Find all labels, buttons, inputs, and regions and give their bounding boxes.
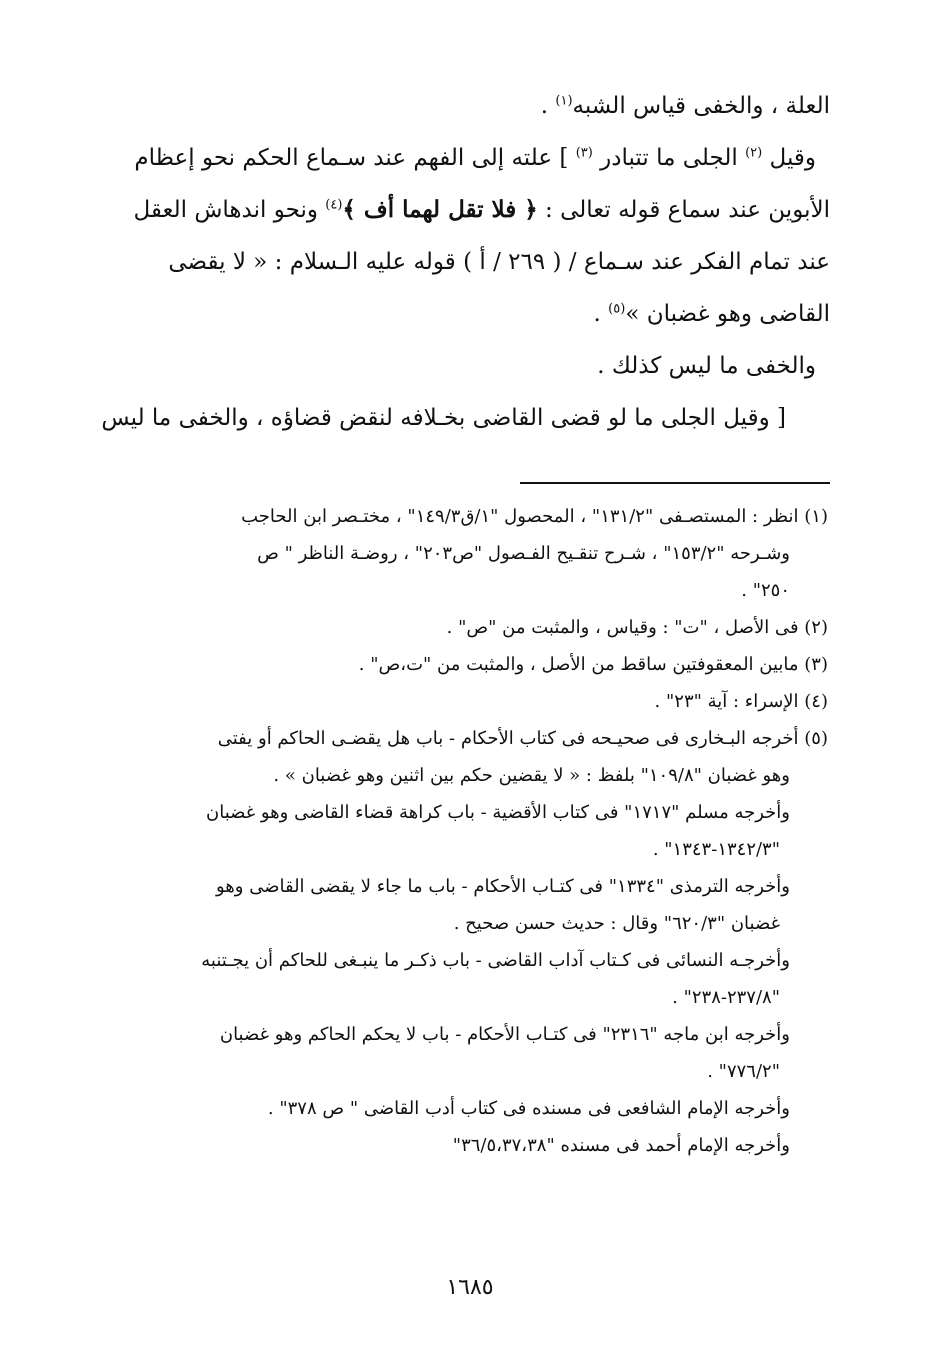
text-segment: العلة ، والخفى قياس الشبه <box>572 93 830 119</box>
text-segment: . <box>540 93 556 119</box>
footnote-line: وأخرجه الإمام أحمد فى مسنده "٣٦/٥،٣٧،٣٨" <box>452 1135 790 1156</box>
text-segment: القاضى وهو غضبان » <box>625 301 830 327</box>
footnote-line: وهو غضبان "١٠٩/٨" بلفظ : « لا يقضين حكم بين اثنين وهو غضبان » . <box>273 765 790 786</box>
footnote-separator <box>520 482 830 484</box>
quran-quote: ﴿ فلا تقل لهما أف ﴾ <box>342 196 538 223</box>
footnote-line: (٣) مابين المعقوفتين ساقط من الأصل ، والمثبت من "ت،ص" . <box>358 654 828 675</box>
footnote-ref-2: (٢) <box>745 145 763 161</box>
text-line-5 <box>100 288 830 340</box>
footnote-line: (٢) فى الأصل ، "ت" : وقياس ، والمثبت من "ص" . <box>446 617 828 638</box>
footnote-line: "٢٣٧/٨-٢٣٨" . <box>672 987 780 1008</box>
footnote-line: وأخرجه ابن ماجه "٢٣١٦" فى كتـاب الأحكام - باب لا يحكم الحاكم وهو غضبان <box>219 1024 790 1045</box>
footnote-line: (٥) أخرجه البـخارى فى صحيـحه فى كتاب الأحكام - باب هل يقضـى الحاكم أو يفتى <box>217 728 828 749</box>
footnote-line: وأخرجه مسلم "١٧١٧" فى كتاب الأقضية - باب كراهة قضاء القاضى وهو غضبان <box>206 802 790 823</box>
text-line-7: [ وقيل الجلى ما لو قضى القاضى بخـلافه لنقض قضاؤه ، والخفى ما ليس <box>101 405 786 431</box>
footnote-ref-4: (٤) <box>325 197 343 213</box>
footnote-line: (١) انظر : المستصـفى "١٣١/٢" ، المحصول "١/ق١٤٩/٣" ، مختـصر ابن الحاجب <box>241 506 828 527</box>
footnote-line: وأخرجـه النسائى فى كـتاب آداب القاضى - باب ذكـر ما ينبـغى للحاكم أن يجـتنبه <box>201 950 790 971</box>
text-segment: وقيل <box>762 145 816 171</box>
text-line-3 <box>100 184 830 236</box>
text-line-4: عند تمام الفكر عند سـماع / ( ٢٦٩ / أ ) قوله عليه الـسلام : « لا يقضى <box>168 249 830 275</box>
text-segment: الأبوين عند سماع قوله تعالى : <box>537 197 830 223</box>
footnotes <box>100 498 828 1164</box>
footnote-line: غضبان "٦٢٠/٣" وقال : حديث حسن صحيح . <box>453 913 780 934</box>
footnote-ref-1: (١) <box>555 93 573 109</box>
footnote-line: (٤) الإسراء : آية "٢٣" . <box>654 691 828 712</box>
footnote-ref-5: (٥) <box>608 301 626 317</box>
text-segment: ونحو اندهاش العقل <box>133 197 326 223</box>
footnote-line: ٢٥٠" . <box>741 580 790 601</box>
footnote-line: وأخرجه الإمام الشافعى فى مسنده فى كتاب أدب القاضى " ص ٣٧٨" . <box>267 1098 790 1119</box>
text-line-2 <box>100 132 830 184</box>
text-line-6: والخفى ما ليس كذلك . <box>597 353 816 379</box>
footnote-line: "١٣٤٢/٣-١٣٤٣" . <box>652 839 780 860</box>
text-segment: ] علته إلى الفهم عند سـماع الحكم نحو إعظام <box>134 145 576 171</box>
text-segment: الجلى ما تتبادر <box>592 145 746 171</box>
page-number: ١٦٨٥ <box>446 1275 494 1300</box>
main-text <box>100 80 830 444</box>
footnote-line: "٧٧٦/٢" . <box>707 1061 780 1082</box>
text-segment: . <box>593 301 609 327</box>
footnote-ref-3: (٣) <box>575 145 593 161</box>
text-line-1 <box>100 80 830 132</box>
footnote-line: وشـرحه "١٥٣/٢" ، شـرح تنقـيح الفـصول "ص٢٠٣" ، روضـة الناظر " ص <box>257 543 790 564</box>
footnote-line: وأخرجه الترمذى "١٣٣٤" فى كتـاب الأحكام - باب ما جاء لا يقضى القاضى وهو <box>215 876 790 897</box>
